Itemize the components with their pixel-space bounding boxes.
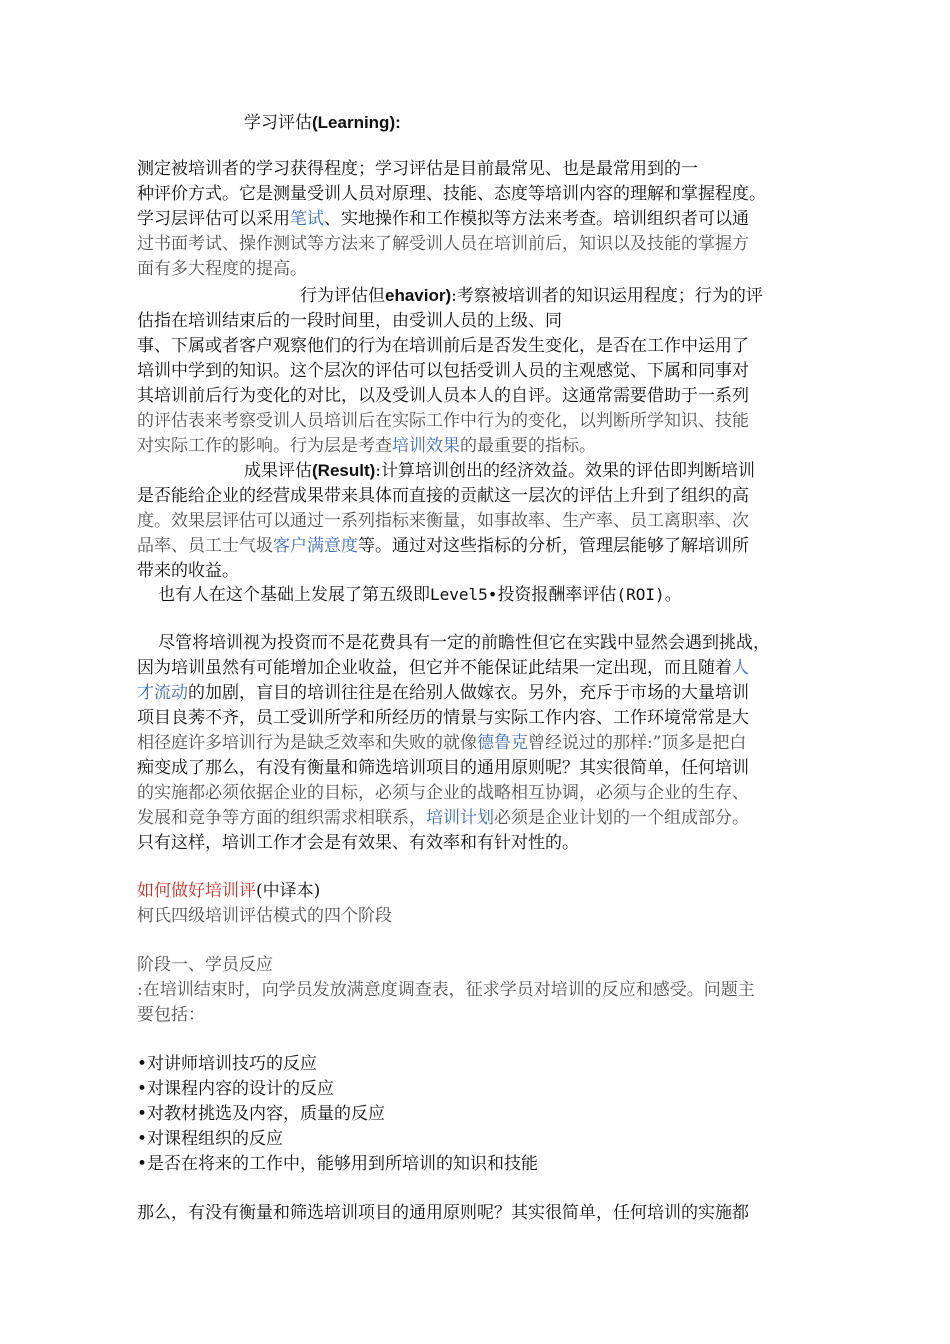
stage1-title: 阶段一、学员反应	[137, 955, 273, 975]
result-heading-cn: 成果评估	[244, 461, 312, 481]
behavior-line-3: 培训中学到的知识。这个层次的评估可以包括受训人员的主观感觉、下属和同事对	[137, 361, 749, 381]
link-talent-flow-part2[interactable]: 才流动	[137, 683, 188, 703]
level5-b: Level5•	[430, 585, 498, 604]
result-heading-rest: :计算培训创出的经济效益。效果的评估即判断培训	[375, 461, 756, 481]
para-line-8-a: 发展和竞争等方面的组织需求相联系，	[137, 808, 426, 828]
result-line-3-b: 等。通过对这些指标的分析，管理层能够了解培训所	[358, 536, 749, 556]
heading-learning-colon: :	[395, 113, 401, 132]
para-line-3-b: 的加剧，盲目的培训往往是在给别人做嫁衣。另外，充斥于市场的大量培训	[188, 683, 749, 703]
link-training-effect[interactable]: 培训效果	[392, 436, 460, 456]
result-line-1: 是否能给企业的经营成果带来具体而直接的贡献这一层次的评估上升到了组织的高	[137, 486, 749, 506]
level5-line	[158, 583, 682, 607]
para-line-2	[137, 656, 749, 680]
heading-learning-en: (Learning)	[312, 113, 396, 132]
link-talent-flow-part1[interactable]: 人	[732, 658, 749, 678]
link-written-test[interactable]: 笔试	[290, 209, 324, 229]
link-training-plan[interactable]: 培训计划	[426, 808, 494, 828]
para-line-1: 尽管将培训视为投资而不是花费具有一定的前瞻性但它在实践中显然会遇到挑战，	[158, 633, 770, 653]
learning-line-3-a: 学习层评估可以采用	[137, 209, 290, 229]
bullet-item: •对课程组织的反应	[137, 1129, 284, 1149]
learning-line-3	[137, 207, 749, 231]
behavior-line-4: 其培训前后行为变化的对比，以及受训人员本人的自评。这通常需要借助于一系列	[137, 386, 749, 406]
para-line-2-a: 因为培训虽然有可能增加企业收益，但它并不能保证此结果一定出现，而且随着	[137, 658, 732, 678]
how-title-link[interactable]: 如何做好培训评	[137, 881, 256, 901]
bullet-item: •对讲师培训技巧的反应	[137, 1054, 318, 1074]
level5-d: (ROI)	[616, 585, 665, 604]
learning-line-2: 种评价方式。它是测量受训人员对原理、技能、态度等培训内容的理解和掌握程度。	[137, 184, 766, 204]
behavior-heading-en: ehavior)	[385, 286, 452, 305]
para-line-9: 只有这样，培训工作才会是有效果、有效率和有针对性的。	[137, 833, 579, 853]
behavior-line-6-a: 对实际工作的影响。行为层是考查	[137, 436, 392, 456]
behavior-line-5: 的评估表来考察受训人员培训后在实际工作中行为的变化，以判断所学知识、技能	[137, 411, 749, 431]
result-heading-en: (Result)	[312, 461, 376, 480]
link-drucker[interactable]: 德鲁克	[477, 733, 528, 753]
learning-line-1: 测定被培训者的学习获得程度；学习评估是目前最常见、也是最常用到的一	[137, 159, 698, 179]
level5-a: 也有人在这个基础上发展了第五级即	[158, 585, 430, 605]
behavior-line-2: 事、下属或者客户观察他们的行为在培训前后是否发生变化，是否在工作中运用了	[137, 336, 749, 356]
behavior-line-1: 估指在培训结束后的一段时间里，由受训人员的上级、同	[137, 311, 562, 331]
para-line-8-b: 必须是企业计划的一个组成部分。	[494, 808, 749, 828]
behavior-heading-rest: :考察被培训者的知识运用程度；行为的评	[451, 286, 763, 306]
bullet-item: •对教材挑选及内容，质量的反应	[137, 1104, 386, 1124]
heading-learning	[244, 111, 401, 135]
result-line-3-a: 品率、员工士气圾	[137, 536, 273, 556]
stage1-line-2: 要包括：	[137, 1005, 205, 1025]
how-subtitle: 柯氏四级培训评估模式的四个阶段	[137, 906, 392, 926]
para-line-7: 的实施都必须依据企业的目标，必须与企业的战略相互协调，必须与企业的生存、	[137, 783, 749, 803]
result-line-4: 带来的收益。	[137, 561, 239, 581]
result-heading	[244, 459, 755, 483]
para-line-5-b: 曾经说过的那样:”顶多是把白	[528, 733, 747, 753]
result-line-3	[137, 534, 749, 558]
behavior-heading-cn: 行为评估但	[300, 286, 385, 306]
how-title-rest: (中译本)	[256, 881, 321, 901]
learning-line-5: 面有多大程度的提高。	[137, 259, 307, 279]
level5-e: 。	[664, 585, 682, 605]
heading-learning-cn: 学习评估	[244, 113, 312, 133]
stage1-line-1: :在培训结束时，向学员发放满意度调查表，征求学员对培训的反应和感受。问题主	[137, 980, 755, 1000]
link-customer-satisfaction[interactable]: 客户满意度	[273, 536, 358, 556]
level5-c: 投资报酬率评估	[497, 585, 617, 605]
how-title	[137, 879, 320, 903]
bullet-item: •对课程内容的设计的反应	[137, 1079, 335, 1099]
para-line-4: 项目良莠不齐，员工受训所学和所经历的情景与实际工作内容、工作环境常常是大	[137, 708, 749, 728]
para-line-3	[137, 681, 749, 705]
para-line-5	[137, 731, 746, 755]
behavior-line-6	[137, 434, 596, 458]
bullet-item: •是否在将来的工作中，能够用到所培训的知识和技能	[137, 1154, 539, 1174]
result-line-2: 度。效果层评估可以通过一系列指标来衡量，如事故率、生产率、员工离职率、次	[137, 511, 749, 531]
para-line-6: 痴变成了那么，有没有衡量和筛选培训项目的通用原则呢？其实很简单，任何培训	[137, 758, 749, 778]
behavior-heading	[300, 284, 763, 308]
learning-line-4: 过书面考试、操作测试等方法来了解受训人员在培训前后，知识以及技能的掌握方	[137, 234, 749, 254]
learning-line-3-b: 、实地操作和工作模拟等方法来考查。培训组织者可以通	[324, 209, 749, 229]
behavior-line-6-b: 的最重要的指标。	[460, 436, 596, 456]
para-line-5-a: 相径庭许多培训行为是缺乏效率和失败的就像	[137, 733, 477, 753]
para-line-8	[137, 806, 749, 830]
final-line: 那么，有没有衡量和筛选培训项目的通用原则呢？其实很简单，任何培训的实施都	[137, 1203, 749, 1223]
